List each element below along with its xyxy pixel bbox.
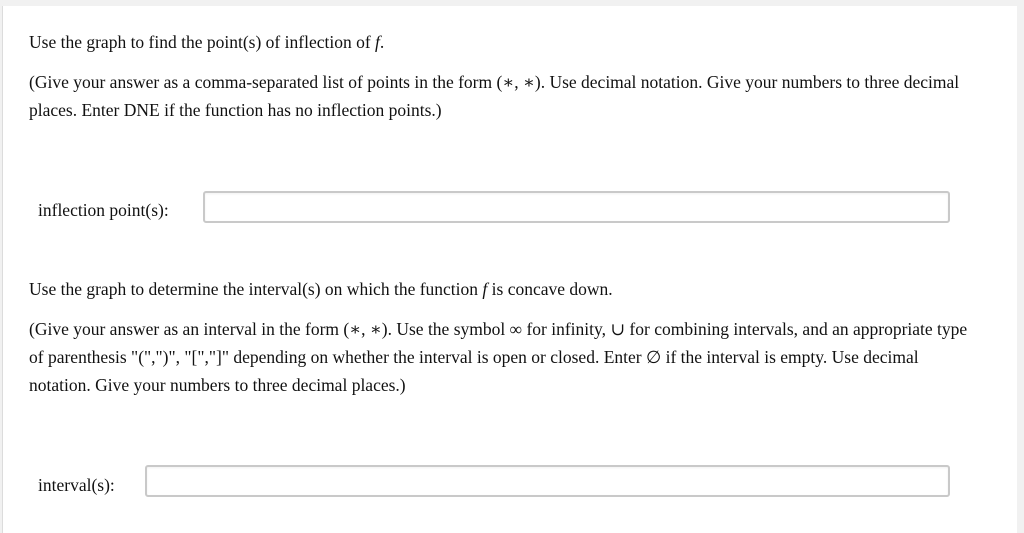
inflection-points-label: inflection point(s):: [38, 200, 169, 220]
question-1-prompt-end: .: [379, 32, 385, 52]
question-1-prompt-text: Use the graph to find the point(s) of inflection of: [29, 32, 376, 52]
question-2-prompt: [29, 275, 977, 303]
question-1-prompt: [29, 28, 977, 56]
inflection-points-input[interactable]: [203, 191, 950, 223]
question-panel: [2, 6, 1017, 533]
interval-label: interval(s):: [38, 475, 115, 495]
interval-input[interactable]: [145, 465, 950, 497]
question-2-prompt-end: is concave down.: [487, 279, 613, 299]
question-1-instructions: (Give your answer as a comma-separated list of points in the form (∗, ∗). Use decimal notation. Give your numbers to three decimal places. Enter DNE if the function has no inflection points.): [29, 72, 960, 120]
function-name: f: [375, 32, 380, 52]
question-2-instructions: (Give your answer as an interval in the form (∗, ∗). Use the symbol ∞ for infinity, ∪ for combining intervals, and an appropriate type of parenthesis "(",")", "[","]" depending on whether the interval is open or closed. Enter ∅ if the interval is empty. Use decimal notation. Give your numbers to three decimal places.): [29, 319, 968, 395]
question-2-prompt-text: Use the graph to determine the interval(s) on which the function: [29, 279, 483, 299]
function-name: f: [482, 279, 488, 299]
